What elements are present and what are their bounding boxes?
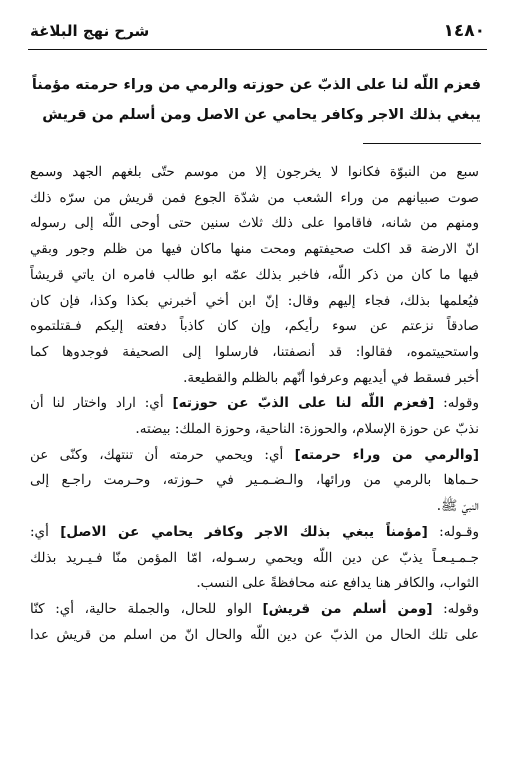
text-line: صادقاً نزعتم عن سوء رأيكم، وإن كان كاذباً دفعته إليكم فـقتلتموه bbox=[30, 318, 479, 335]
text-line: انّ الارضة قد اكلت صحيفتهم ومحت منها ماكان فيها من ظلم وجور وبقي bbox=[30, 241, 479, 258]
text-fragment: الواو للحال، والجملة حالية، أي: كنّا bbox=[30, 600, 263, 617]
text-line bbox=[30, 443, 479, 469]
text-line: جـمـيـعـاً يذبّ عن دين اللّه ويحمي رسـوله، امّا المؤمن منّا فـيـريد بذلك bbox=[30, 549, 479, 566]
header-rule bbox=[28, 49, 487, 50]
quoted-phrase: [مؤمناً يبغي بذلك الاجر وكافر يحامي عن الاصل] bbox=[60, 523, 428, 540]
text-line: ومنهم من شانه، فاقاموا على ذلك ثلاث سنين حتى أوحى اللّه إلى رسوله bbox=[30, 215, 479, 232]
text-line bbox=[30, 520, 479, 546]
text-line: الثواب، والكافر هنا يدافع عنه محافظةً على النسب. bbox=[196, 575, 479, 592]
text-line: فيُعلمها بذلك، فجاء إليهم وقال: إنّ ابن أخي أخبرني بكذا وكذا، فإن كان bbox=[30, 292, 479, 309]
text-line bbox=[30, 391, 479, 417]
text-line: نذبّ عن حوزة الإسلام، والحوزة: الناحية، وحوزة الملك: بيضته. bbox=[135, 421, 479, 438]
page-header bbox=[30, 14, 485, 48]
text-line: النبيّ ﷺ. bbox=[436, 498, 479, 515]
text-line: سبع من النبوّة فكانوا لا يخرجون إلا من موسم حتّى بلغهم الجهد وسمع bbox=[30, 164, 479, 180]
quote-line: فعزم اللّه لنا على الذبّ عن حوزته والرمي من وراء حرمته مؤمناً bbox=[31, 77, 481, 93]
text-fragment: أي: bbox=[30, 523, 61, 540]
paragraph-hurma bbox=[30, 443, 479, 520]
running-title: شرح نهج البلاغة bbox=[30, 22, 150, 40]
text-line: فيها ما كان من ذكر اللّه، فاخبر بذلك عمّه ابو طالب فامره ان ياتي قريشاً bbox=[30, 266, 479, 283]
text-fragment: أي: اراد واختار لنا أن bbox=[30, 395, 173, 412]
text-fragment: وقوله: bbox=[434, 395, 479, 412]
quoted-text bbox=[32, 70, 481, 130]
paragraph-story bbox=[30, 160, 479, 391]
page-number: ١٤٨٠ bbox=[443, 21, 485, 41]
commentary-body bbox=[30, 160, 479, 648]
text-line: واستحييتموه، فقالوا: قد أنصفتنا، فارسلوا إلى الصحيفة فوجدوها كما bbox=[30, 343, 479, 360]
quoted-phrase: [فعزم اللّه لنا على الذبّ عن حوزته] bbox=[172, 395, 435, 412]
text-line: حـماها بالرمي من ورائها، والـضـمـير في حـوزته، وحـرمت راجـع إلى bbox=[30, 472, 479, 489]
quoted-phrase: [ومن أسلم من قريش] bbox=[262, 600, 433, 617]
paragraph-hawza bbox=[30, 391, 479, 442]
text-line: أخبر فسقط في أيديهم وعرفوا أنّهم بالظلم والقطيعة. bbox=[183, 369, 479, 386]
separator-rule bbox=[363, 143, 481, 144]
text-line bbox=[30, 597, 479, 623]
text-line: صوت صبيانهم من وراء الشعب من شدّة الجوع فمن قريش من سرّه ذلك bbox=[30, 189, 479, 206]
text-fragment: أي: ويحمي حرمته أن تنتهك، وكنّى عن bbox=[30, 446, 295, 463]
text-fragment: وقوله: bbox=[432, 600, 479, 617]
quote-line: يبغي بذلك الاجر وكافر يحامي عن الاصل ومن أسلم من قريش bbox=[42, 107, 481, 123]
text-fragment: وقـوله: bbox=[427, 523, 479, 540]
quoted-phrase: [والرمي من وراء حرمته] bbox=[294, 446, 479, 463]
paragraph-quraysh bbox=[30, 597, 479, 648]
text-line: على تلك الحال من الذبّ عن دين اللّه والحال انّ من اسلم من قريش عدا bbox=[30, 626, 479, 643]
paragraph-mumin bbox=[30, 520, 479, 597]
